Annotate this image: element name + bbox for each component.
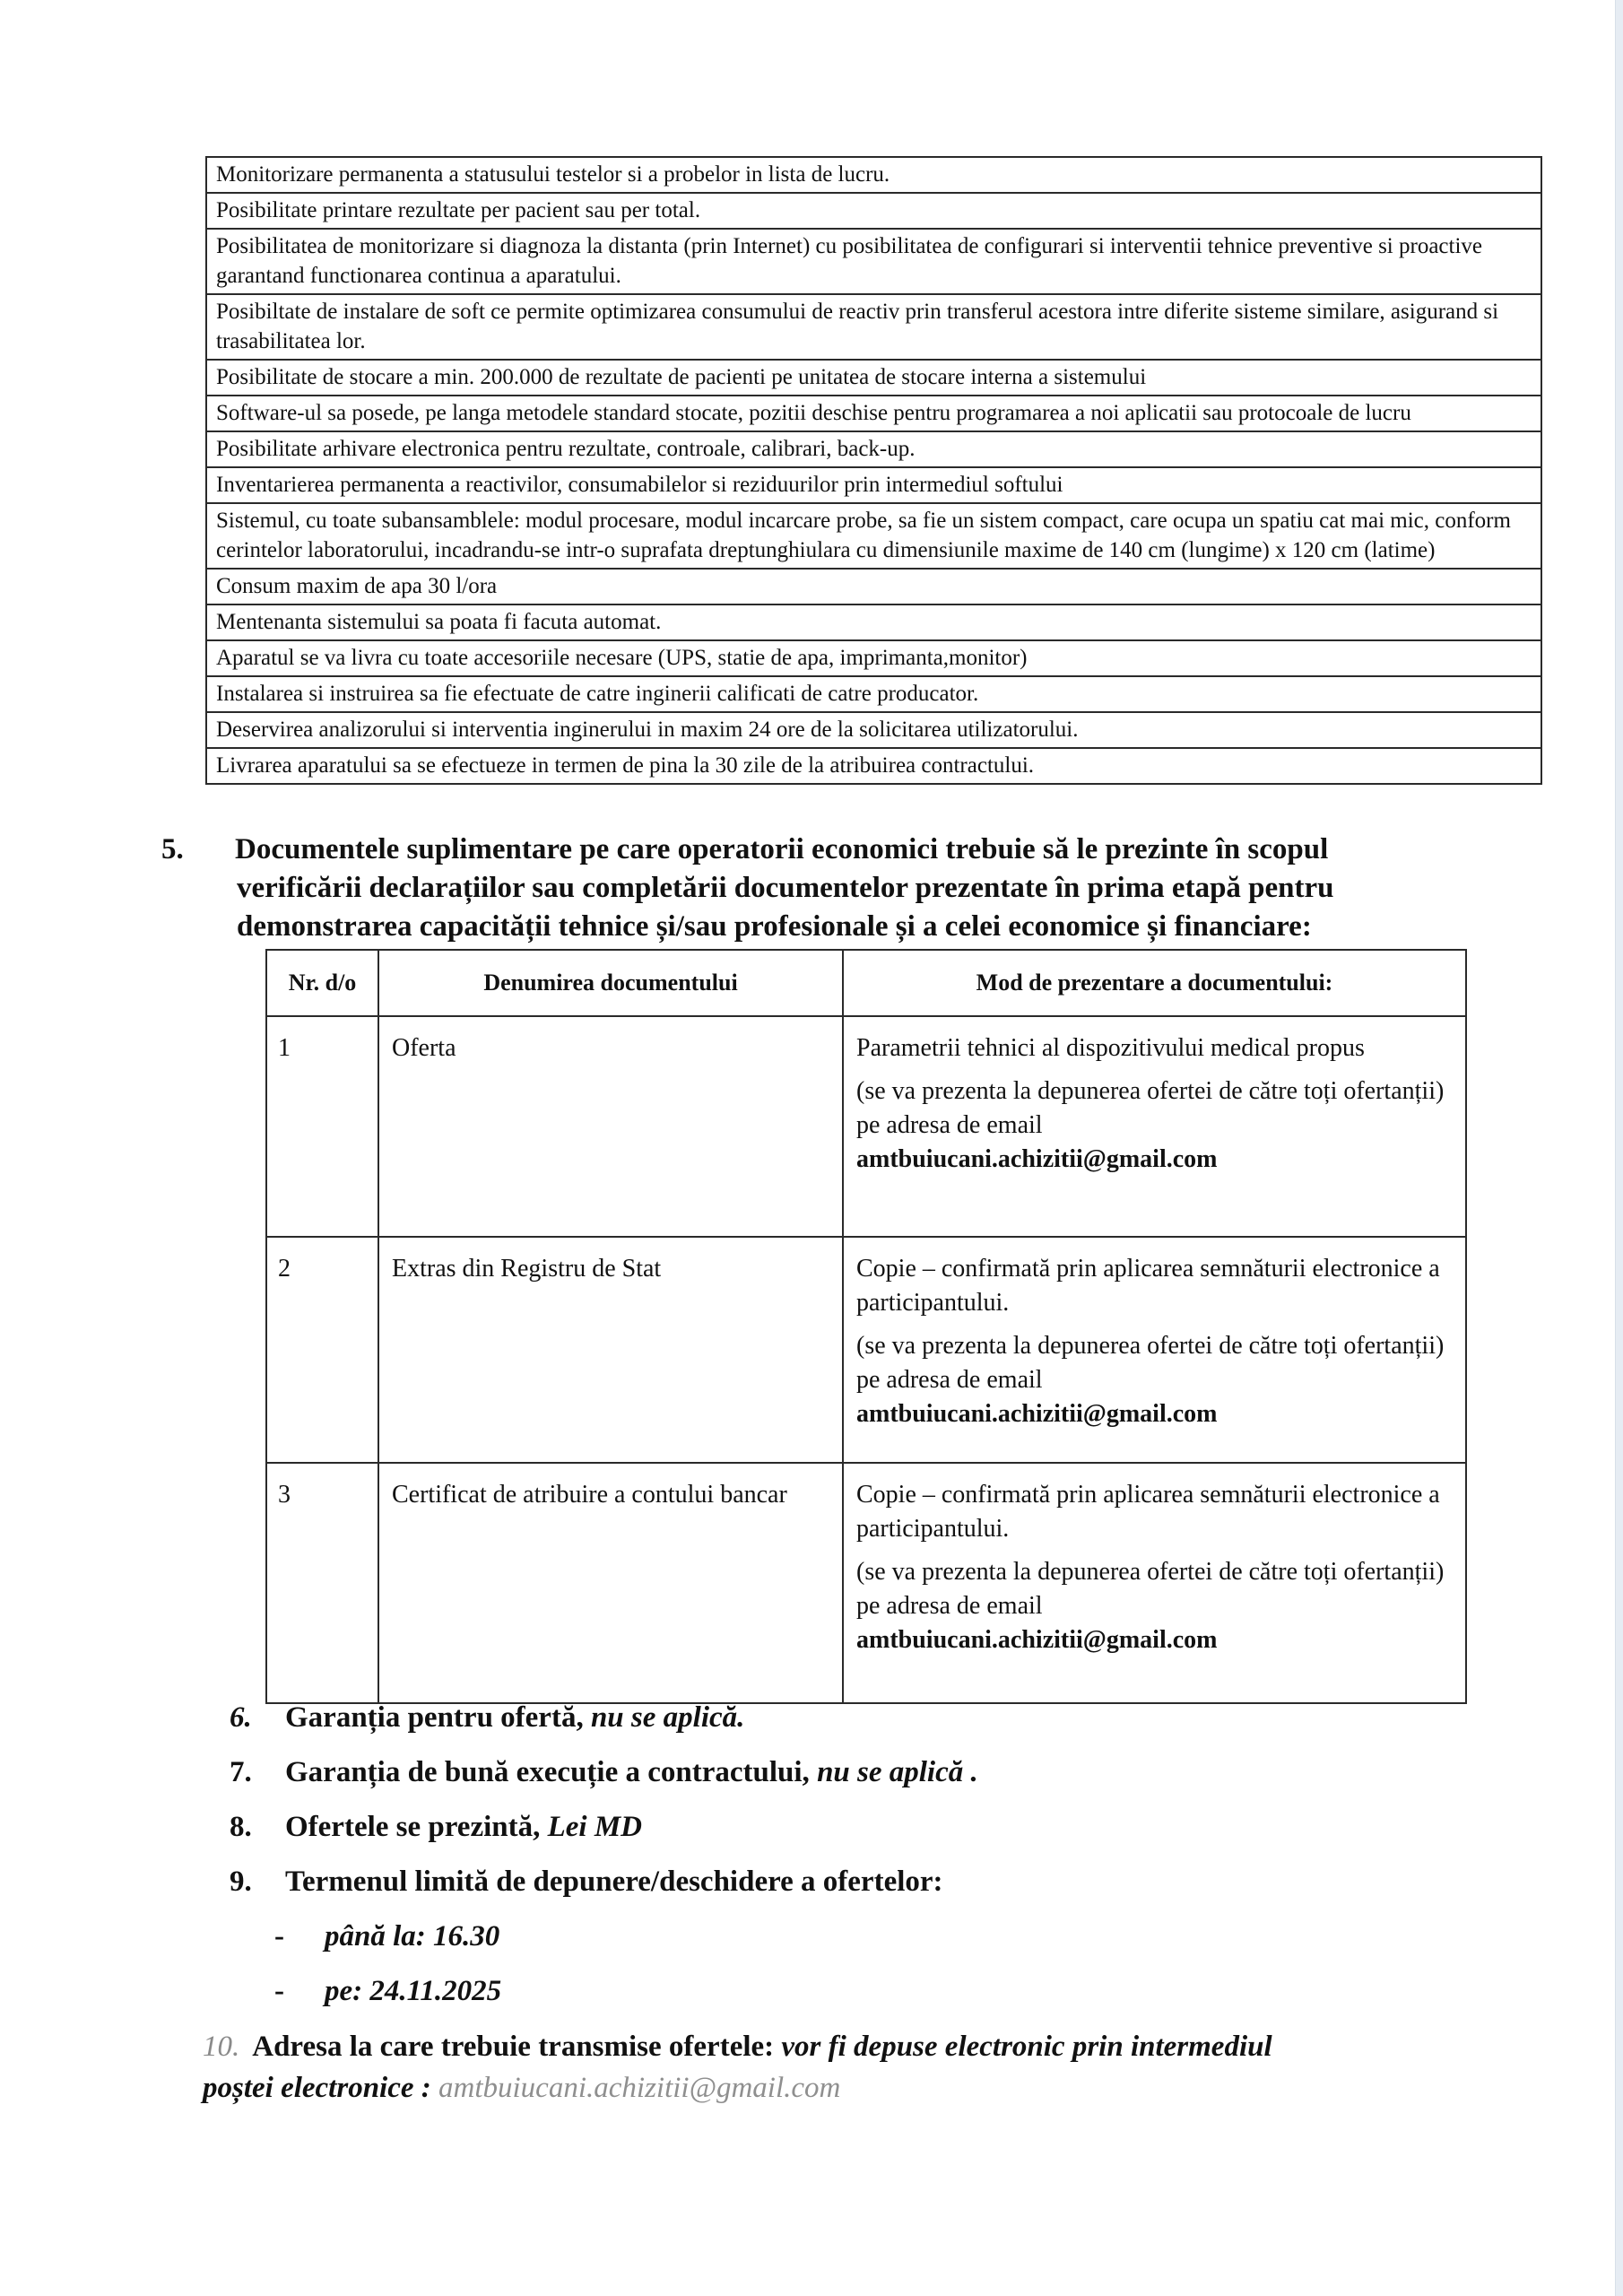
document-name: Oferta	[378, 1016, 843, 1237]
table-row	[206, 640, 1541, 676]
table-row	[206, 396, 1541, 431]
document-name: Certificat de atribuire a contului bancar	[378, 1463, 843, 1703]
section-5-line-2	[199, 869, 1481, 908]
table-row	[266, 1237, 1466, 1463]
document-name: Extras din Registru de Stat	[378, 1237, 843, 1463]
item-number: 6.	[230, 1701, 252, 1734]
heading-text: demonstrarea capacității tehnice și/sau profesionale și a celei economice și financiare:	[237, 910, 1312, 943]
heading-text: verificării declarațiilor sau completării documentelor prezentate în prima etapă pentru	[237, 872, 1334, 904]
email-address: amtbuiucani.achizitii@gmail.com	[856, 1626, 1218, 1654]
table-row	[206, 604, 1541, 640]
deadline-time	[230, 1917, 1503, 1971]
item-text	[285, 1752, 978, 1792]
deadline-date-text: pe: 24.11.2025	[325, 1975, 502, 2007]
submission-note	[856, 1074, 1453, 1177]
dash-bullet: -	[274, 1920, 284, 1952]
mode-text: Copie – confirmată prin aplicarea semnăturii electronice a participantului.	[856, 1255, 1440, 1317]
note-text: (se va prezenta la depunerea ofertei de către toți ofertanții) pe adresa de email	[856, 1077, 1445, 1139]
row-number: 2	[266, 1237, 378, 1463]
dash-bullet: -	[274, 1975, 284, 2007]
item-value: nu se aplică.	[590, 1701, 745, 1734]
email-address: amtbuiucani.achizitii@gmail.com	[856, 1145, 1218, 1173]
mode-text: Copie – confirmată prin aplicarea semnăturii electronice a participantului.	[856, 1481, 1440, 1543]
deadline-time-text: până la: 16.30	[325, 1920, 500, 1952]
spec-cell: Posibilitate de stocare a min. 200.000 de rezultate de pacienti pe unitatea de stocare interna a sistemului	[206, 360, 1541, 396]
item-value: nu se aplică .	[817, 1756, 978, 1788]
item-9-deadline	[230, 1862, 1503, 1917]
table-row	[206, 360, 1541, 396]
item-7-performance-guarantee	[230, 1752, 1503, 1807]
table-row	[206, 712, 1541, 748]
spec-cell: Posibilitate arhivare electronica pentru rezultate, controale, calibrari, back-up.	[206, 431, 1541, 467]
table-row	[206, 157, 1541, 193]
presentation-mode	[843, 1237, 1466, 1463]
table-row	[266, 1463, 1466, 1703]
spec-cell: Aparatul se va livra cu toate accesoriile necesare (UPS, statie de apa, imprimanta,monitor)	[206, 640, 1541, 676]
item-value: Lei MD	[547, 1811, 643, 1843]
note-text: (se va prezenta la depunerea ofertei de către toți ofertanții) pe adresa de email	[856, 1558, 1445, 1620]
column-header-nr: Nr. d/o	[266, 950, 378, 1016]
spec-cell: Deservirea analizorului si interventia inginerului in maxim 24 ore de la solicitarea utilizatorului.	[206, 712, 1541, 748]
item-label-line2: poștei electronice :	[203, 2072, 439, 2104]
section-number: 5.	[161, 833, 184, 865]
spec-cell: Inventarierea permanenta a reactivilor, consumabilelor si reziduurilor prin intermediul softului	[206, 467, 1541, 503]
spec-cell: Mentenanta sistemului sa poata fi facuta automat.	[206, 604, 1541, 640]
section-5-heading	[161, 831, 1481, 946]
mode-text: Parametrii tehnici al dispozitivului medical propus	[856, 1034, 1365, 1062]
item-label: Adresa la care trebuie transmise ofertele:	[252, 2031, 782, 2063]
item-text	[285, 1698, 744, 1737]
spec-cell: Consum maxim de apa 30 l/ora	[206, 569, 1541, 604]
item-8-currency	[230, 1807, 1503, 1862]
row-number: 3	[266, 1463, 378, 1703]
column-header-presentation-mode: Mod de prezentare a documentului:	[843, 950, 1466, 1016]
item-value: vor fi depuse electronic prin intermediul	[781, 2031, 1272, 2063]
item-label: Garanția de bună execuție a contractului,	[285, 1756, 818, 1788]
spec-cell: Monitorizare permanenta a statusului testelor si a probelor in lista de lucru.	[206, 157, 1541, 193]
item-label: Garanția pentru ofertă,	[285, 1701, 591, 1734]
spec-cell: Software-ul sa posede, pe langa metodele standard stocate, pozitii deschise pentru programarea a noi aplicatii sau protocoale de lucru	[206, 396, 1541, 431]
table-row	[206, 503, 1541, 569]
table-row	[206, 193, 1541, 229]
numbered-items	[203, 1698, 1503, 2109]
presentation-mode	[843, 1463, 1466, 1703]
spec-cell: Sistemul, cu toate subansamblele: modul procesare, modul incarcare probe, sa fie un sistem compact, care ocupa un spatiu cat mai mic, conform cerintelor laboratorului, incadrandu-se intr-o suprafata dreptunghiulara cu dimensiunile maxime de 140 cm (lungime) x 120 cm (latime)	[206, 503, 1541, 569]
submission-email: amtbuiucani.achizitii@gmail.com	[438, 2072, 841, 2104]
item-number: 7.	[230, 1756, 252, 1788]
item-10-submission-address	[203, 2026, 1503, 2109]
item-number: 8.	[230, 1811, 252, 1843]
column-header-document-name: Denumirea documentului	[378, 950, 843, 1016]
heading-text: Documentele suplimentare pe care operatorii economici trebuie să le prezinte în scopul	[235, 833, 1329, 865]
section-5-line-3	[199, 908, 1481, 946]
note-text: (se va prezenta la depunerea ofertei de către toți ofertanții) pe adresa de email	[856, 1332, 1445, 1394]
table-row	[206, 467, 1541, 503]
documents-table	[265, 949, 1467, 1704]
spec-cell: Posibilitate printare rezultate per pacient sau per total.	[206, 193, 1541, 229]
item-number: 10.	[203, 2031, 240, 2063]
section-5-line-1	[161, 831, 1481, 869]
spec-cell: Livrarea aparatului sa se efectueze in termen de pina la 30 zile de la atribuirea contractului.	[206, 748, 1541, 784]
presentation-mode	[843, 1016, 1466, 1237]
page-edge-strip	[1615, 0, 1623, 2296]
item-text	[285, 1807, 642, 1847]
table-row	[206, 676, 1541, 712]
email-address: amtbuiucani.achizitii@gmail.com	[856, 1400, 1218, 1428]
deadline-date	[230, 1971, 1503, 2026]
item-label: Ofertele se prezintă,	[285, 1811, 548, 1843]
table-row	[206, 229, 1541, 294]
specifications-table	[205, 156, 1542, 785]
spec-cell: Instalarea si instruirea sa fie efectuate de catre inginerii calificati de catre producator.	[206, 676, 1541, 712]
table-row	[266, 1016, 1466, 1237]
item-number: 9.	[230, 1866, 252, 1898]
spec-cell: Posibiltate de instalare de soft ce permite optimizarea consumului de reactiv prin transferul acestora intre diferite sisteme similare, asigurand si trasabilitatea lor.	[206, 294, 1541, 360]
spec-cell: Posibilitatea de monitorizare si diagnoza la distanta (prin Internet) cu posibilitatea de configurari si interventii tehnice preventive si proactive garantand functionarea continua a aparatului.	[206, 229, 1541, 294]
table-row	[206, 748, 1541, 784]
row-number: 1	[266, 1016, 378, 1237]
table-header-row	[266, 950, 1466, 1016]
item-text: Termenul limită de depunere/deschidere a ofertelor:	[285, 1866, 943, 1898]
table-row	[206, 431, 1541, 467]
submission-note	[856, 1555, 1453, 1657]
item-6-bid-guarantee	[230, 1698, 1503, 1752]
submission-note	[856, 1329, 1453, 1431]
table-row	[206, 569, 1541, 604]
table-row	[206, 294, 1541, 360]
